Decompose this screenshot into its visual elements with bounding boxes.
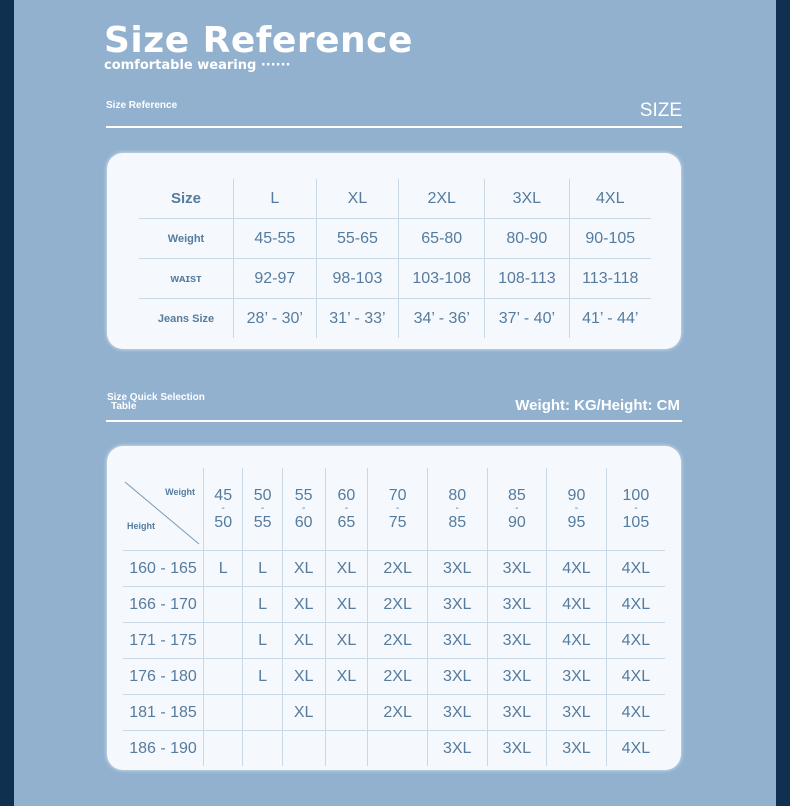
weight-range-top: 50 <box>253 487 272 504</box>
size-cell: 3XL <box>487 623 547 659</box>
weight-range-top: 100 <box>622 487 650 504</box>
size-cell: L <box>243 551 282 587</box>
table-cell: 65-80 <box>399 219 485 259</box>
weight-range-bottom: 65 <box>337 514 356 531</box>
table-cell: 98-103 <box>316 259 399 299</box>
weight-range-bottom: 75 <box>388 514 407 531</box>
size-cell: XL <box>282 695 325 731</box>
weight-range-header <box>204 468 243 551</box>
height-range-label: 166 - 170 <box>123 587 204 623</box>
size-cell: 3XL <box>487 551 547 587</box>
table-row <box>123 659 665 695</box>
size-cell <box>243 695 282 731</box>
weight-range-bottom: 60 <box>294 514 313 531</box>
table-cell: 37’ - 40’ <box>485 299 569 339</box>
corner-cell <box>123 468 204 551</box>
height-range-label: 186 - 190 <box>123 731 204 767</box>
height-range-label: 176 - 180 <box>123 659 204 695</box>
section-label-line2: Table <box>111 401 137 412</box>
table-cell: 92-97 <box>234 259 317 299</box>
row-header-size: Size <box>139 179 234 219</box>
size-cell: 2XL <box>368 659 428 695</box>
size-cell <box>325 731 368 767</box>
weight-range-top: 80 <box>448 487 467 504</box>
table-row <box>123 695 665 731</box>
weight-range-header <box>487 468 547 551</box>
size-cell: 3XL <box>547 731 607 767</box>
height-range-label: 160 - 165 <box>123 551 204 587</box>
size-cell: 4XL <box>606 659 665 695</box>
weight-range-bottom: 95 <box>567 514 586 531</box>
table-cell: 34’ - 36’ <box>399 299 485 339</box>
size-cell: XL <box>325 587 368 623</box>
size-cell: 3XL <box>547 695 607 731</box>
size-cell: XL <box>325 551 368 587</box>
table-cell: 55-65 <box>316 219 399 259</box>
corner-weight-label: Weight <box>165 487 195 497</box>
size-cell: XL <box>282 551 325 587</box>
size-cell: L <box>243 659 282 695</box>
size-cell: 2XL <box>368 623 428 659</box>
size-cell: 4XL <box>606 695 665 731</box>
table-cell: 31’ - 33’ <box>316 299 399 339</box>
size-cell: 4XL <box>547 587 607 623</box>
quick-selection-card <box>107 446 681 770</box>
size-cell: L <box>243 587 282 623</box>
size-cell: L <box>243 623 282 659</box>
weight-range-header <box>427 468 487 551</box>
size-cell <box>204 623 243 659</box>
size-cell: 4XL <box>606 623 665 659</box>
page-subtitle: comfortable wearing ······ <box>104 58 291 73</box>
section-right-label-units: Weight: KG/Height: CM <box>515 397 680 414</box>
size-cell: 2XL <box>368 587 428 623</box>
weight-range-header <box>243 468 282 551</box>
section-label-line1: Size Quick Selection <box>107 392 205 403</box>
size-cell: XL <box>325 623 368 659</box>
weight-range-dash: - <box>301 503 306 514</box>
section-right-label-size: SIZE <box>639 100 682 121</box>
table-cell: 103-108 <box>399 259 485 299</box>
size-cell: XL <box>282 623 325 659</box>
table-cell: 90-105 <box>569 219 651 259</box>
table-cell: 28’ - 30’ <box>234 299 317 339</box>
table-row <box>123 551 665 587</box>
size-cell <box>243 731 282 767</box>
size-cell: 3XL <box>427 587 487 623</box>
weight-range-bottom: 90 <box>507 514 526 531</box>
table-row <box>123 623 665 659</box>
size-cell: 4XL <box>606 551 665 587</box>
table-cell: 45-55 <box>234 219 317 259</box>
table-cell: 108-113 <box>485 259 569 299</box>
size-cell <box>204 695 243 731</box>
size-cell <box>204 659 243 695</box>
table-row <box>123 731 665 767</box>
size-header-cell: 2XL <box>399 179 485 219</box>
weight-range-dash: - <box>344 503 349 514</box>
divider <box>106 420 682 422</box>
size-cell: 4XL <box>606 587 665 623</box>
size-cell: 3XL <box>487 659 547 695</box>
table-row <box>139 219 651 259</box>
size-cell: XL <box>325 659 368 695</box>
weight-range-dash: - <box>574 503 579 514</box>
page-title: Size Reference <box>104 20 413 61</box>
weight-range-header <box>325 468 368 551</box>
size-cell: 2XL <box>368 695 428 731</box>
size-cell: 3XL <box>427 551 487 587</box>
row-label: Jeans Size <box>139 299 234 339</box>
size-cell: 3XL <box>487 731 547 767</box>
table-row <box>139 259 651 299</box>
weight-range-dash: - <box>260 503 265 514</box>
weight-range-top: 60 <box>337 487 356 504</box>
table-header-row <box>139 179 651 219</box>
size-cell: 4XL <box>547 623 607 659</box>
weight-range-bottom: 105 <box>622 514 650 531</box>
height-range-label: 181 - 185 <box>123 695 204 731</box>
weight-range-dash: - <box>634 503 638 514</box>
size-cell <box>368 731 428 767</box>
size-cell: 4XL <box>621 739 651 757</box>
weight-range-header <box>547 468 607 551</box>
size-cell <box>204 731 243 767</box>
size-cell: L <box>204 551 243 587</box>
size-cell: 4XL <box>547 551 607 587</box>
size-cell: 3XL <box>547 659 607 695</box>
height-range-label: 171 - 175 <box>123 623 204 659</box>
quick-selection-table <box>123 468 665 766</box>
size-cell: 3XL <box>427 695 487 731</box>
background-panel <box>14 0 776 806</box>
weight-range-dash: - <box>515 503 519 514</box>
weight-range-top: 45 <box>214 487 233 504</box>
weight-range-dash: - <box>221 503 225 514</box>
weight-range-top: 55 <box>294 487 313 504</box>
row-label: Weight <box>139 219 234 259</box>
size-reference-card <box>107 153 681 349</box>
weight-range-dash: - <box>455 503 459 514</box>
size-cell: 3XL <box>427 659 487 695</box>
weight-range-bottom: 85 <box>448 514 467 531</box>
weight-range-header <box>282 468 325 551</box>
size-cell: 3XL <box>487 695 547 731</box>
size-cell: 2XL <box>368 551 428 587</box>
size-cell: XL <box>282 587 325 623</box>
weight-range-top: 85 <box>507 487 526 504</box>
weight-range-dash: - <box>395 503 400 514</box>
section-label-size-reference: Size Reference <box>106 100 178 111</box>
weight-range-bottom: 55 <box>253 514 272 531</box>
weight-range-header <box>368 468 428 551</box>
size-header-cell: L <box>234 179 317 219</box>
size-cell: XL <box>282 659 325 695</box>
weight-range-top: 70 <box>388 487 407 504</box>
size-cell <box>204 587 243 623</box>
table-cell: 41’ - 44’ <box>582 309 639 327</box>
section-label-quick-selection <box>107 393 205 411</box>
size-cell: 3XL <box>427 731 487 767</box>
weight-range-top: 90 <box>567 487 586 504</box>
table-row <box>139 299 651 339</box>
size-header-cell: 4XL <box>569 179 651 219</box>
size-cell: 3XL <box>487 587 547 623</box>
size-header-cell: XL <box>316 179 399 219</box>
weight-range-header <box>606 468 665 551</box>
divider <box>106 126 682 128</box>
table-row <box>123 587 665 623</box>
row-label: ᴡᴀɪsᴛ <box>139 259 234 299</box>
weight-range-bottom: 50 <box>214 514 233 531</box>
corner-diagonal <box>123 468 202 548</box>
table-cell: 113-118 <box>569 259 651 299</box>
table-cell: 80-90 <box>485 219 569 259</box>
size-reference-table <box>139 179 651 338</box>
corner-height-label: Height <box>127 521 155 531</box>
size-cell <box>282 731 325 767</box>
size-cell: 3XL <box>427 623 487 659</box>
weight-header-row <box>123 468 665 551</box>
size-cell <box>325 695 368 731</box>
size-header-cell: 3XL <box>485 179 569 219</box>
